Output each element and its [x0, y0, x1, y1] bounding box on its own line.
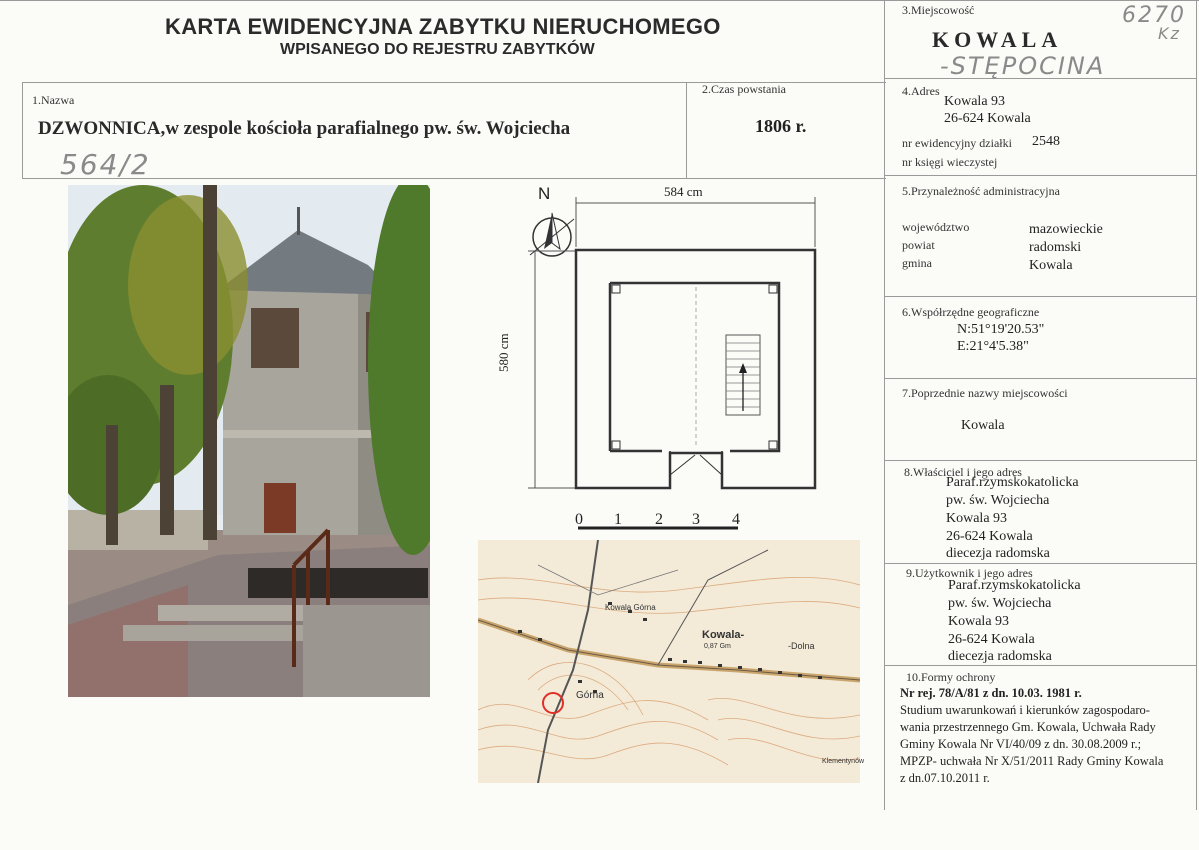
plot-value: 2548: [1032, 134, 1060, 149]
protection-label: 10.Formy ochrony: [906, 670, 996, 684]
rule-r6: [884, 563, 1196, 564]
user-line-4: 26-624 Kowala: [948, 632, 1035, 647]
handwritten-code: Kz: [1158, 24, 1181, 43]
handwritten-place: -STĘPOCINA: [940, 52, 1106, 80]
plot-label: nr ewidencyjny działki: [902, 136, 1012, 150]
map-label-elementynow: Klementynów: [822, 758, 865, 765]
owner-line-5: diecezja radomska: [946, 546, 1050, 561]
rule-right-column: [884, 0, 885, 810]
floor-plan: [500, 183, 840, 533]
user-line-5: diecezja radomska: [948, 649, 1052, 664]
rule-r5: [884, 460, 1196, 461]
county-label: powiat: [902, 238, 935, 252]
north-label: N: [538, 184, 551, 203]
name-value: DZWONNICA,w zespole kościoła parafialnego pw. św. Wojciecha: [38, 118, 571, 139]
county-value: radomski: [1029, 240, 1082, 255]
coords-label: 6.Współrzędne geograficzne: [902, 305, 1040, 319]
belfry-photo: [68, 185, 430, 697]
protection-line-5: MPZP- uchwała Nr X/51/2011 Rady Gminy Kowala: [900, 754, 1164, 768]
handwritten-number: 6270: [1122, 3, 1186, 28]
location-map: [478, 540, 860, 783]
handwritten-ref: 564/2: [60, 148, 151, 181]
commune-label: gmina: [902, 256, 932, 270]
owner-line-2: pw. św. Wojciecha: [946, 493, 1050, 508]
rule-left-vertical: [22, 82, 23, 179]
scale-tick-4: 4: [732, 511, 740, 528]
coords-east: E:21°4'5.38": [957, 339, 1029, 354]
map-label-gorna: Górna: [576, 690, 604, 701]
date-label: 2.Czas powstania: [702, 82, 786, 96]
address-label: 4.Adres: [902, 84, 940, 98]
commune-value: Kowala: [1029, 258, 1073, 273]
scale-tick-3: 3: [692, 511, 700, 528]
place-label: 3.Miejscowość: [902, 3, 975, 17]
owner-line-1: Paraf.rzymskokatolicka: [946, 475, 1079, 490]
rule-name-bottom: [22, 178, 886, 179]
map-label-kowala-gorna: Kowala Górna: [605, 603, 656, 612]
user-line-2: pw. św. Wojciecha: [948, 596, 1052, 611]
card-title: KARTA EWIDENCYJNA ZABYTKU NIERUCHOMEGO: [165, 14, 721, 39]
map-label-dolna: -Dolna: [788, 641, 815, 651]
user-label: 9.Użytkownik i jego adres: [906, 566, 1033, 580]
owner-line-4: 26-624 Kowala: [946, 529, 1033, 544]
address-line1: Kowala 93: [944, 94, 1006, 109]
rule-r7: [884, 665, 1196, 666]
date-value: 1806 r.: [755, 116, 807, 136]
card-subtitle: WPISANEGO DO REJESTRU ZABYTKÓW: [280, 41, 595, 58]
protection-line-2: Studium uwarunkowań i kierunków zagospodaro-: [900, 703, 1150, 717]
scale-tick-1: 1: [614, 511, 622, 528]
user-line-3: Kowala 93: [948, 614, 1010, 629]
rule-r4: [884, 378, 1196, 379]
owner-label: 8.Właściciel i jego adres: [904, 465, 1022, 479]
scale-tick-0: 0: [575, 511, 583, 528]
former-names-value: Kowala: [961, 418, 1005, 433]
land-register-label: nr księgi wieczystej: [902, 155, 998, 169]
admin-label: 5.Przynależność administracyjna: [902, 184, 1060, 198]
protection-line-3: wania przestrzennego Gm. Kowala, Uchwała Rady: [900, 720, 1156, 734]
rule-top: [0, 0, 1199, 1]
scale-tick-2: 2: [655, 511, 663, 528]
coords-north: N:51°19'20.53": [957, 322, 1045, 337]
rule-date-vertical: [686, 82, 687, 179]
protection-line-4: Gminy Kowala Nr VI/40/09 z dn. 30.08.2009 r.;: [900, 737, 1142, 751]
owner-line-3: Kowala 93: [946, 511, 1008, 526]
address-line2: 26-624 Kowala: [944, 111, 1031, 126]
map-label-kowala: Kowala-: [702, 629, 745, 641]
user-line-1: Paraf.rzymskokatolicka: [948, 578, 1081, 593]
voivodeship-label: województwo: [902, 220, 970, 234]
map-label-gm: 0,87 Gm: [704, 643, 731, 650]
height-dimension: 580 cm: [496, 333, 511, 372]
protection-line-1: Nr rej. 78/A/81 z dn. 10.03. 1981 r.: [900, 686, 1082, 700]
rule-r2: [884, 175, 1196, 176]
rule-right-edge: [1196, 0, 1197, 810]
place-value: KOWALA: [932, 27, 1063, 52]
name-label: 1.Nazwa: [32, 93, 75, 107]
voivodeship-value: mazowieckie: [1029, 222, 1103, 237]
rule-r3: [884, 296, 1196, 297]
protection-line-6: z dn.07.10.2011 r.: [900, 771, 990, 785]
former-names-label: 7.Poprzednie nazwy miejscowości: [902, 386, 1068, 400]
width-dimension: 584 cm: [664, 184, 703, 199]
